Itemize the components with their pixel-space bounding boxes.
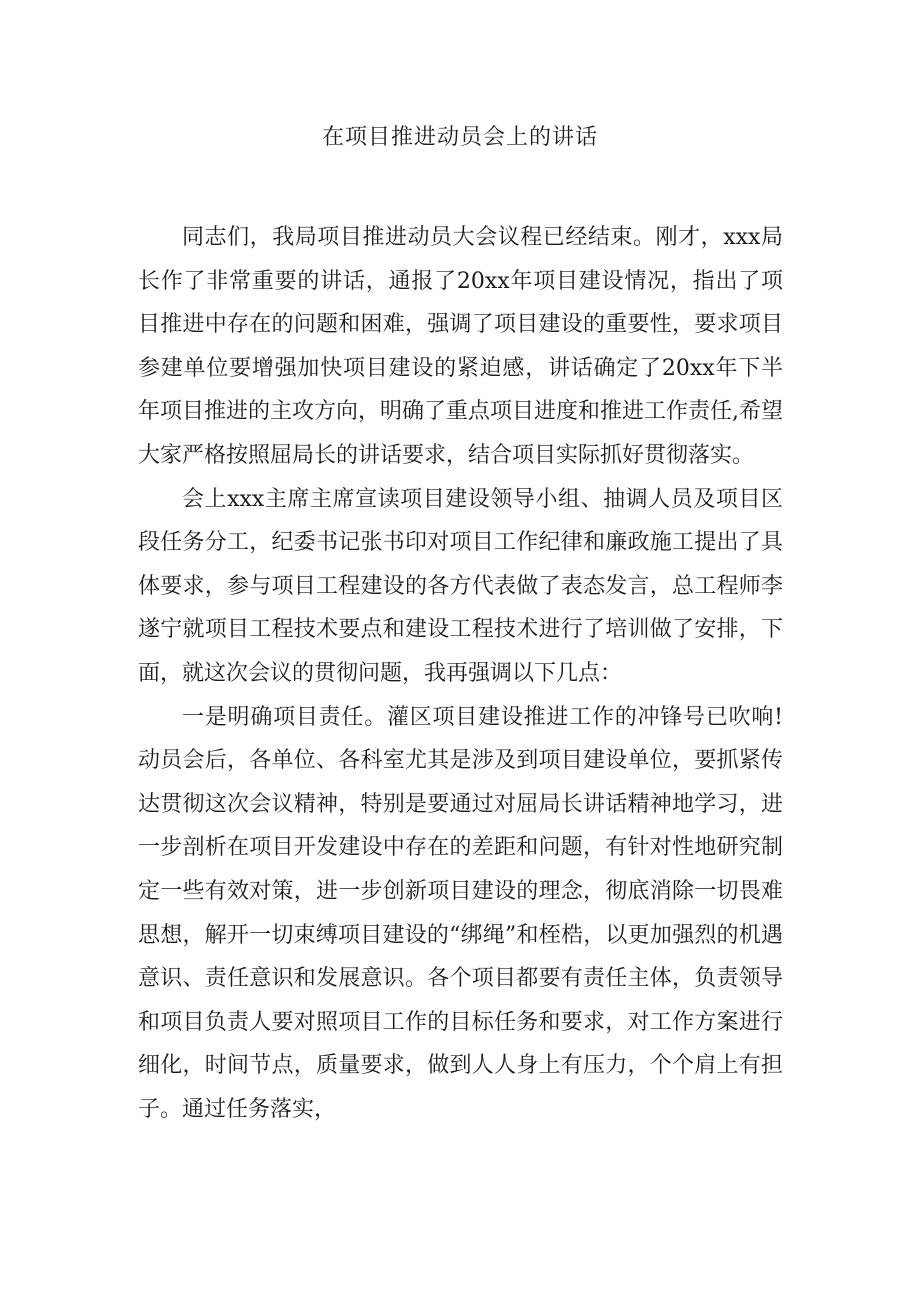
document-body xyxy=(138,216,783,1131)
paragraph-opening: 同志们，我局项目推进动员大会议程已经结束。刚才，xxx局长作了非常重要的讲话，通报了20xx年项目建设情况，指出了项目推进中存在的问题和困难，强调了项目建设的重要性，要求项目参建单位要增强加快项目建设的紧迫感，讲话确定了20xx年下半年项目推进的主攻方向，明确了重点项目进度和推进工作责任,希望大家严格按照屈局长的讲话要求，结合项目实际抓好贯彻落实。 xyxy=(138,225,783,468)
paragraph-meeting-summary: 会上xxx主席主席宣读项目建设领导小组、抽调人员及项目区段任务分工，纪委书记张书印对项目工作纪律和廉政施工提出了具体要求，参与项目工程建设的各方代表做了表态发言，总工程师李遂宁就项目工程技术要点和建设工程技术进行了培训做了安排，下面，就这次会议的贯彻问题，我再强调以下几点： xyxy=(138,486,783,686)
paragraph-point-one: 一是明确项目责任。灌区项目建设推进工作的冲锋号已吹响!动员会后，各单位、各科室尤其是涉及到项目建设单位，要抓紧传达贯彻这次会议精神，特别是要通过对屈局长讲话精神地学习，进一步剖析在项目开发建设中存在的差距和问题，有针对性地研究制定一些有效对策，进一步创新项目建设的理念，彻底消除一切畏难思想，解开一切束缚项目建设的“绑绳”和桎梏，以更加强烈的机遇意识、责任意识和发展意识。各个项目都要有责任主体，负责领导和项目负责人要对照项目工作的目标任务和要求，对工作方案进行细化，时间节点，质量要求，做到人人身上有压力，个个肩上有担子。通过任务落实， xyxy=(138,704,783,1122)
document-title: 在项目推进动员会上的讲话 xyxy=(321,125,598,150)
